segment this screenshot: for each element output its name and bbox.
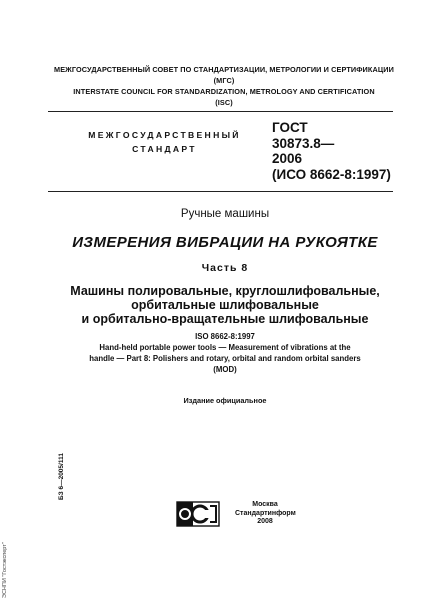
subtitle-line2: орбитальные шлифовальные — [131, 298, 319, 312]
iso-equivalent: (ИСО 8662-8:1997) — [272, 166, 391, 182]
council-en-name: INTERSTATE COUNCIL FOR STANDARDIZATION, METROLOGY AND CERTIFICATION — [73, 87, 375, 96]
designation-divider — [48, 191, 393, 192]
standard-designation — [272, 120, 391, 182]
standard-type-line2: СТАНДАРТ — [132, 144, 197, 154]
standard-type — [62, 128, 267, 156]
subtitle-line3: и орбитально-вращательные шлифовальные — [81, 312, 369, 326]
edition-label: Издание официальное — [183, 396, 267, 405]
gost-number: 30873.8— — [272, 135, 335, 151]
title-subtitle — [30, 284, 420, 326]
publisher-city: Москва — [252, 501, 278, 508]
council-ru-abbr: (МГС) — [213, 76, 235, 85]
iso-reference — [30, 331, 420, 375]
standard-type-line1: МЕЖГОСУДАРСТВЕННЫЙ — [88, 130, 241, 140]
iso-mod: (MOD) — [213, 365, 237, 374]
council-header — [40, 64, 408, 108]
publisher — [235, 501, 295, 527]
iso-title-line2: handle — Part 8: Polishers and rotary, orbital and random orbital sanders — [89, 354, 361, 363]
subtitle-line1: Машины полировальные, круглошлифовальные, — [70, 284, 380, 298]
gost-label: ГОСТ — [272, 120, 308, 135]
iso-code: ISO 8662-8:1997 — [195, 332, 255, 341]
title-main: ИЗМЕРЕНИЯ ВИБРАЦИИ НА РУКОЯТКЕ — [72, 234, 378, 251]
council-ru-name: МЕЖГОСУДАРСТВЕННЫЙ СОВЕТ ПО СТАНДАРТИЗАЦИИ, МЕТРОЛОГИИ И СЕРТИФИКАЦИИ — [54, 65, 394, 74]
standartinform-logo-icon — [176, 500, 220, 528]
gost-year: 2006 — [272, 151, 303, 166]
side-stamp: ЭСНПИ "Гостэксперт" — [2, 542, 8, 598]
title-group: Ручные машины — [180, 208, 270, 220]
publisher-name: Стандартинформ — [235, 509, 296, 517]
title-part: Часть 8 — [201, 262, 249, 274]
side-code: БЗ 6—2005/111 — [58, 453, 65, 500]
header-divider — [48, 111, 393, 112]
iso-title-line1: Hand-held portable power tools — Measurement of vibrations at the — [99, 343, 351, 352]
publisher-year: 2008 — [257, 518, 273, 525]
council-en-abbr: (ISC) — [215, 98, 233, 107]
